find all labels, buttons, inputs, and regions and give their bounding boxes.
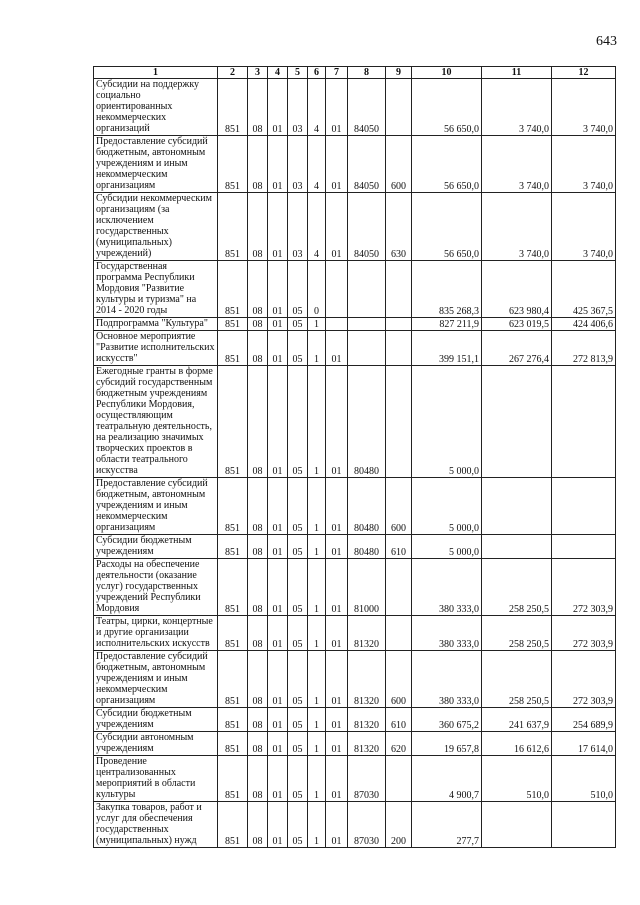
- subsection-code: 01: [268, 366, 288, 478]
- amount-2017: 360 675,2: [412, 708, 482, 732]
- subsection-code: 01: [268, 331, 288, 366]
- program-code: 05: [288, 651, 308, 708]
- section-code: 08: [248, 732, 268, 756]
- expense-code: 81320: [348, 732, 386, 756]
- amount-2018: 3 740,0: [482, 79, 552, 136]
- gov-code: 851: [218, 193, 248, 261]
- type-code: 630: [386, 193, 412, 261]
- expense-code: 81320: [348, 616, 386, 651]
- table-row: [94, 708, 616, 732]
- section-code: 08: [248, 136, 268, 193]
- expense-code: 80480: [348, 366, 386, 478]
- table-header-row: [94, 67, 616, 79]
- type-code: [386, 318, 412, 331]
- program-code: 05: [288, 802, 308, 848]
- type-code: 610: [386, 708, 412, 732]
- expense-code: 87030: [348, 802, 386, 848]
- amount-2019: 254 689,9: [552, 708, 616, 732]
- page-number: 643: [596, 34, 617, 49]
- amount-2019: 510,0: [552, 756, 616, 802]
- section-code: 08: [248, 478, 268, 535]
- row-title: Субсидии автономным учреждениям: [94, 732, 218, 756]
- gov-code: 851: [218, 478, 248, 535]
- amount-2017: 56 650,0: [412, 136, 482, 193]
- program-code: 05: [288, 732, 308, 756]
- subsection-code: 01: [268, 559, 288, 616]
- program-code: 03: [288, 193, 308, 261]
- expense-code: [348, 331, 386, 366]
- table-row: [94, 366, 616, 478]
- section-code: 08: [248, 616, 268, 651]
- amount-2018: 258 250,5: [482, 559, 552, 616]
- row-title: Предоставление субсидий бюджетным, автономным учреждениям и иным некоммерческим организациям: [94, 136, 218, 193]
- amount-2017: 5 000,0: [412, 366, 482, 478]
- row-title: Расходы на обеспечение деятельности (оказание услуг) государственных учреждений Республики Мордовия: [94, 559, 218, 616]
- column-header: 12: [552, 67, 616, 79]
- section-code: 08: [248, 559, 268, 616]
- amount-2017: 827 211,9: [412, 318, 482, 331]
- program-code: 05: [288, 478, 308, 535]
- activity-code: 01: [326, 732, 348, 756]
- amount-2018: 510,0: [482, 756, 552, 802]
- type-code: 600: [386, 136, 412, 193]
- subprogram-code: 4: [308, 136, 326, 193]
- row-title: Проведение централизованных мероприятий в области культуры: [94, 756, 218, 802]
- gov-code: 851: [218, 732, 248, 756]
- amount-2017: 835 268,3: [412, 261, 482, 318]
- amount-2018: 623 019,5: [482, 318, 552, 331]
- table-row: [94, 318, 616, 331]
- column-header: 5: [288, 67, 308, 79]
- row-title: Предоставление субсидий бюджетным, автономным учреждениям и иным некоммерческим организациям: [94, 651, 218, 708]
- type-code: [386, 756, 412, 802]
- activity-code: [326, 261, 348, 318]
- subsection-code: 01: [268, 318, 288, 331]
- amount-2018: 16 612,6: [482, 732, 552, 756]
- type-code: 600: [386, 478, 412, 535]
- program-code: 05: [288, 261, 308, 318]
- column-header: 2: [218, 67, 248, 79]
- subsection-code: 01: [268, 732, 288, 756]
- table-row: [94, 756, 616, 802]
- subsection-code: 01: [268, 136, 288, 193]
- column-header: 4: [268, 67, 288, 79]
- type-code: [386, 79, 412, 136]
- program-code: 05: [288, 318, 308, 331]
- activity-code: 01: [326, 79, 348, 136]
- gov-code: 851: [218, 802, 248, 848]
- amount-2017: 399 151,1: [412, 331, 482, 366]
- gov-code: 851: [218, 318, 248, 331]
- subprogram-code: 4: [308, 193, 326, 261]
- table-row: [94, 802, 616, 848]
- gov-code: 851: [218, 616, 248, 651]
- table-row: [94, 478, 616, 535]
- type-code: [386, 261, 412, 318]
- expense-code: 84050: [348, 136, 386, 193]
- section-code: 08: [248, 802, 268, 848]
- amount-2019: 3 740,0: [552, 136, 616, 193]
- amount-2017: 5 000,0: [412, 478, 482, 535]
- column-header: 9: [386, 67, 412, 79]
- subsection-code: 01: [268, 79, 288, 136]
- subprogram-code: 1: [308, 616, 326, 651]
- expense-code: [348, 318, 386, 331]
- amount-2019: [552, 535, 616, 559]
- row-title: Основное мероприятие "Развитие исполнительских искусств": [94, 331, 218, 366]
- expense-code: 81320: [348, 651, 386, 708]
- subsection-code: 01: [268, 478, 288, 535]
- section-code: 08: [248, 318, 268, 331]
- amount-2019: [552, 366, 616, 478]
- program-code: 05: [288, 331, 308, 366]
- expense-code: 80480: [348, 478, 386, 535]
- column-header: 6: [308, 67, 326, 79]
- row-title: Театры, цирки, концертные и другие организации исполнительских искусств: [94, 616, 218, 651]
- amount-2018: 241 637,9: [482, 708, 552, 732]
- row-title: Подпрограмма "Культура": [94, 318, 218, 331]
- amount-2017: 380 333,0: [412, 616, 482, 651]
- table-row: [94, 651, 616, 708]
- amount-2018: 267 276,4: [482, 331, 552, 366]
- column-header: 11: [482, 67, 552, 79]
- gov-code: 851: [218, 136, 248, 193]
- gov-code: 851: [218, 651, 248, 708]
- table-row: [94, 616, 616, 651]
- amount-2018: [482, 535, 552, 559]
- row-title: Государственная программа Республики Мордовия "Развитие культуры и туризма" на 2014 - 2020 годы: [94, 261, 218, 318]
- subprogram-code: 1: [308, 732, 326, 756]
- subsection-code: 01: [268, 193, 288, 261]
- amount-2019: 424 406,6: [552, 318, 616, 331]
- amount-2018: [482, 802, 552, 848]
- column-header: 8: [348, 67, 386, 79]
- subsection-code: 01: [268, 708, 288, 732]
- subprogram-code: 1: [308, 478, 326, 535]
- row-title: Закупка товаров, работ и услуг для обеспечения государственных (муниципальных) нужд: [94, 802, 218, 848]
- subsection-code: 01: [268, 261, 288, 318]
- subsection-code: 01: [268, 535, 288, 559]
- program-code: 05: [288, 366, 308, 478]
- amount-2019: 17 614,0: [552, 732, 616, 756]
- activity-code: [326, 318, 348, 331]
- subprogram-code: 1: [308, 318, 326, 331]
- column-header: 7: [326, 67, 348, 79]
- amount-2018: [482, 478, 552, 535]
- amount-2017: 380 333,0: [412, 651, 482, 708]
- amount-2019: 272 303,9: [552, 616, 616, 651]
- expense-code: 87030: [348, 756, 386, 802]
- table-row: [94, 261, 616, 318]
- gov-code: 851: [218, 708, 248, 732]
- row-title: Предоставление субсидий бюджетным, автономным учреждениям и иным некоммерческим организациям: [94, 478, 218, 535]
- budget-table: [93, 66, 616, 848]
- subsection-code: 01: [268, 756, 288, 802]
- type-code: [386, 331, 412, 366]
- gov-code: 851: [218, 756, 248, 802]
- activity-code: 01: [326, 331, 348, 366]
- expense-code: 81320: [348, 708, 386, 732]
- table-row: [94, 193, 616, 261]
- type-code: [386, 559, 412, 616]
- amount-2019: 425 367,5: [552, 261, 616, 318]
- subsection-code: 01: [268, 802, 288, 848]
- amount-2019: 272 303,9: [552, 651, 616, 708]
- row-title: Субсидии на поддержку социально ориентированных некоммерческих организаций: [94, 79, 218, 136]
- type-code: [386, 366, 412, 478]
- section-code: 08: [248, 651, 268, 708]
- table-row: [94, 136, 616, 193]
- subprogram-code: 1: [308, 651, 326, 708]
- amount-2019: 272 813,9: [552, 331, 616, 366]
- amount-2019: [552, 478, 616, 535]
- program-code: 05: [288, 559, 308, 616]
- activity-code: 01: [326, 535, 348, 559]
- program-code: 05: [288, 616, 308, 651]
- subsection-code: 01: [268, 651, 288, 708]
- table-row: [94, 79, 616, 136]
- subprogram-code: 1: [308, 331, 326, 366]
- table-row: [94, 535, 616, 559]
- subprogram-code: 1: [308, 802, 326, 848]
- gov-code: 851: [218, 559, 248, 616]
- amount-2017: 277,7: [412, 802, 482, 848]
- amount-2017: 5 000,0: [412, 535, 482, 559]
- amount-2018: 623 980,4: [482, 261, 552, 318]
- expense-code: 84050: [348, 193, 386, 261]
- table-row: [94, 732, 616, 756]
- type-code: [386, 616, 412, 651]
- subprogram-code: 0: [308, 261, 326, 318]
- amount-2017: 19 657,8: [412, 732, 482, 756]
- amount-2019: 3 740,0: [552, 193, 616, 261]
- activity-code: 01: [326, 136, 348, 193]
- activity-code: 01: [326, 708, 348, 732]
- program-code: 03: [288, 136, 308, 193]
- program-code: 05: [288, 535, 308, 559]
- subprogram-code: 1: [308, 708, 326, 732]
- amount-2018: [482, 366, 552, 478]
- section-code: 08: [248, 535, 268, 559]
- amount-2018: 258 250,5: [482, 651, 552, 708]
- gov-code: 851: [218, 261, 248, 318]
- amount-2018: 258 250,5: [482, 616, 552, 651]
- row-title: Ежегодные гранты в форме субсидий государственным бюджетным учреждениям Республики Мордовия, осуществляющим театральную деятельность, на реализацию значимых творческих проектов в области театрального искусства: [94, 366, 218, 478]
- subprogram-code: 1: [308, 366, 326, 478]
- section-code: 08: [248, 708, 268, 732]
- amount-2018: 3 740,0: [482, 136, 552, 193]
- section-code: 08: [248, 331, 268, 366]
- expense-code: 80480: [348, 535, 386, 559]
- activity-code: 01: [326, 756, 348, 802]
- amount-2019: 3 740,0: [552, 79, 616, 136]
- subprogram-code: 4: [308, 79, 326, 136]
- row-title: Субсидии бюджетным учреждениям: [94, 535, 218, 559]
- section-code: 08: [248, 756, 268, 802]
- subprogram-code: 1: [308, 756, 326, 802]
- program-code: 05: [288, 756, 308, 802]
- activity-code: 01: [326, 651, 348, 708]
- amount-2018: 3 740,0: [482, 193, 552, 261]
- activity-code: 01: [326, 802, 348, 848]
- activity-code: 01: [326, 366, 348, 478]
- table-row: [94, 331, 616, 366]
- amount-2019: [552, 802, 616, 848]
- section-code: 08: [248, 193, 268, 261]
- expense-code: [348, 261, 386, 318]
- activity-code: 01: [326, 193, 348, 261]
- program-code: 05: [288, 708, 308, 732]
- expense-code: 84050: [348, 79, 386, 136]
- activity-code: 01: [326, 478, 348, 535]
- amount-2017: 4 900,7: [412, 756, 482, 802]
- gov-code: 851: [218, 331, 248, 366]
- type-code: 200: [386, 802, 412, 848]
- row-title: Субсидии бюджетным учреждениям: [94, 708, 218, 732]
- activity-code: 01: [326, 559, 348, 616]
- row-title: Субсидии некоммерческим организациям (за исключением государственных (муниципальных) учреждений): [94, 193, 218, 261]
- column-header: 3: [248, 67, 268, 79]
- activity-code: 01: [326, 616, 348, 651]
- gov-code: 851: [218, 535, 248, 559]
- column-header: 1: [94, 67, 218, 79]
- section-code: 08: [248, 366, 268, 478]
- type-code: 610: [386, 535, 412, 559]
- type-code: 620: [386, 732, 412, 756]
- subprogram-code: 1: [308, 535, 326, 559]
- expense-code: 81000: [348, 559, 386, 616]
- section-code: 08: [248, 261, 268, 318]
- gov-code: 851: [218, 366, 248, 478]
- amount-2017: 380 333,0: [412, 559, 482, 616]
- amount-2017: 56 650,0: [412, 193, 482, 261]
- type-code: 600: [386, 651, 412, 708]
- section-code: 08: [248, 79, 268, 136]
- amount-2017: 56 650,0: [412, 79, 482, 136]
- subprogram-code: 1: [308, 559, 326, 616]
- gov-code: 851: [218, 79, 248, 136]
- amount-2019: 272 303,9: [552, 559, 616, 616]
- program-code: 03: [288, 79, 308, 136]
- column-header: 10: [412, 67, 482, 79]
- subsection-code: 01: [268, 616, 288, 651]
- table-row: [94, 559, 616, 616]
